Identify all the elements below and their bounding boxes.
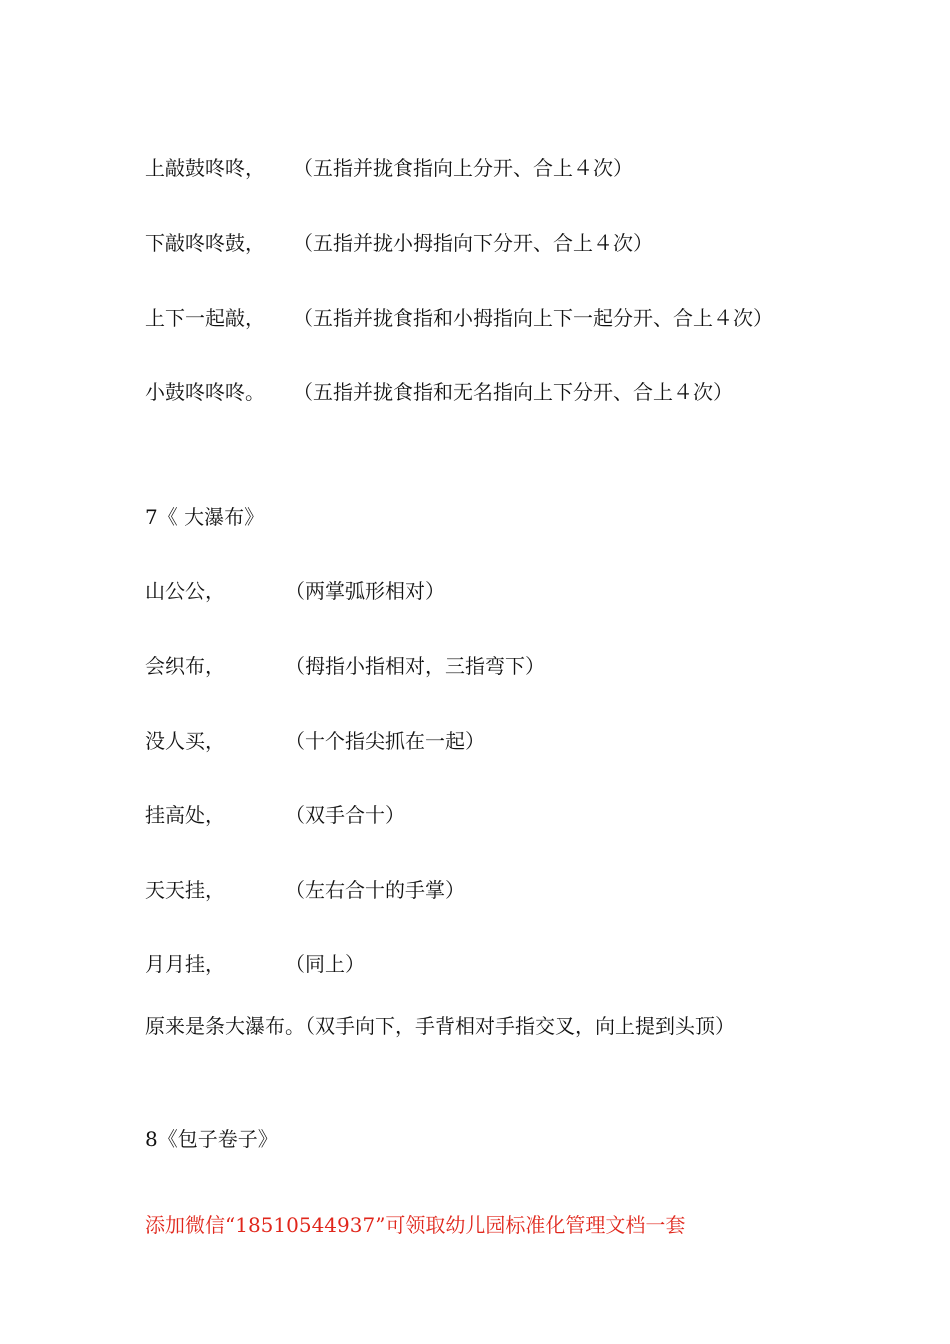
gesture-note: （五指并拢食指和小拇指向上下一起分开、合上４次） xyxy=(293,306,773,330)
lyric-text: 没人买， xyxy=(145,729,225,753)
gesture-note: （五指并拢食指向上分开、合上４次） xyxy=(293,156,633,180)
lyric-text: 挂高处， xyxy=(145,803,225,827)
drum-line-4 xyxy=(145,379,733,405)
gesture-note: （双手合十） xyxy=(285,803,405,827)
gesture-note: （同上） xyxy=(285,952,365,976)
section-7-title: 7《 大瀑布》 xyxy=(145,505,265,529)
lyric-text: 上敲鼓咚咚， xyxy=(145,156,265,180)
waterfall-line-4 xyxy=(145,802,405,828)
section-8-title: 8《包子卷子》 xyxy=(145,1127,278,1151)
waterfall-closing-line: 原来是条大瀑布。（双手向下，手背相对手指交叉，向上提到头顶） xyxy=(145,1014,735,1038)
waterfall-line-6 xyxy=(145,951,365,977)
gesture-note: （五指并拢食指和无名指向上下分开、合上４次） xyxy=(293,380,733,404)
promo-text: 添加微信“18510544937”可领取幼儿园标准化管理文档一套 xyxy=(145,1213,686,1237)
gesture-note: （两掌弧形相对） xyxy=(285,579,445,603)
lyric-text: 下敲咚咚鼓， xyxy=(145,231,265,255)
drum-line-2 xyxy=(145,230,653,256)
waterfall-line-1 xyxy=(145,578,445,604)
gesture-note: （五指并拢小拇指向下分开、合上４次） xyxy=(293,231,653,255)
lyric-text: 天天挂， xyxy=(145,878,225,902)
gesture-note: （十个指尖抓在一起） xyxy=(285,729,485,753)
lyric-text: 会织布， xyxy=(145,654,225,678)
drum-line-1 xyxy=(145,155,633,181)
gesture-note: （拇指小指相对，三指弯下） xyxy=(285,654,545,678)
lyric-text: 小鼓咚咚咚。 xyxy=(145,380,265,404)
waterfall-line-2 xyxy=(145,653,545,679)
lyric-text: 山公公， xyxy=(145,579,225,603)
gesture-note: （左右合十的手掌） xyxy=(285,878,465,902)
waterfall-line-3 xyxy=(145,728,485,754)
waterfall-line-5 xyxy=(145,877,465,903)
lyric-text: 月月挂， xyxy=(145,952,225,976)
drum-line-3 xyxy=(145,305,773,331)
lyric-text: 上下一起敲， xyxy=(145,306,265,330)
